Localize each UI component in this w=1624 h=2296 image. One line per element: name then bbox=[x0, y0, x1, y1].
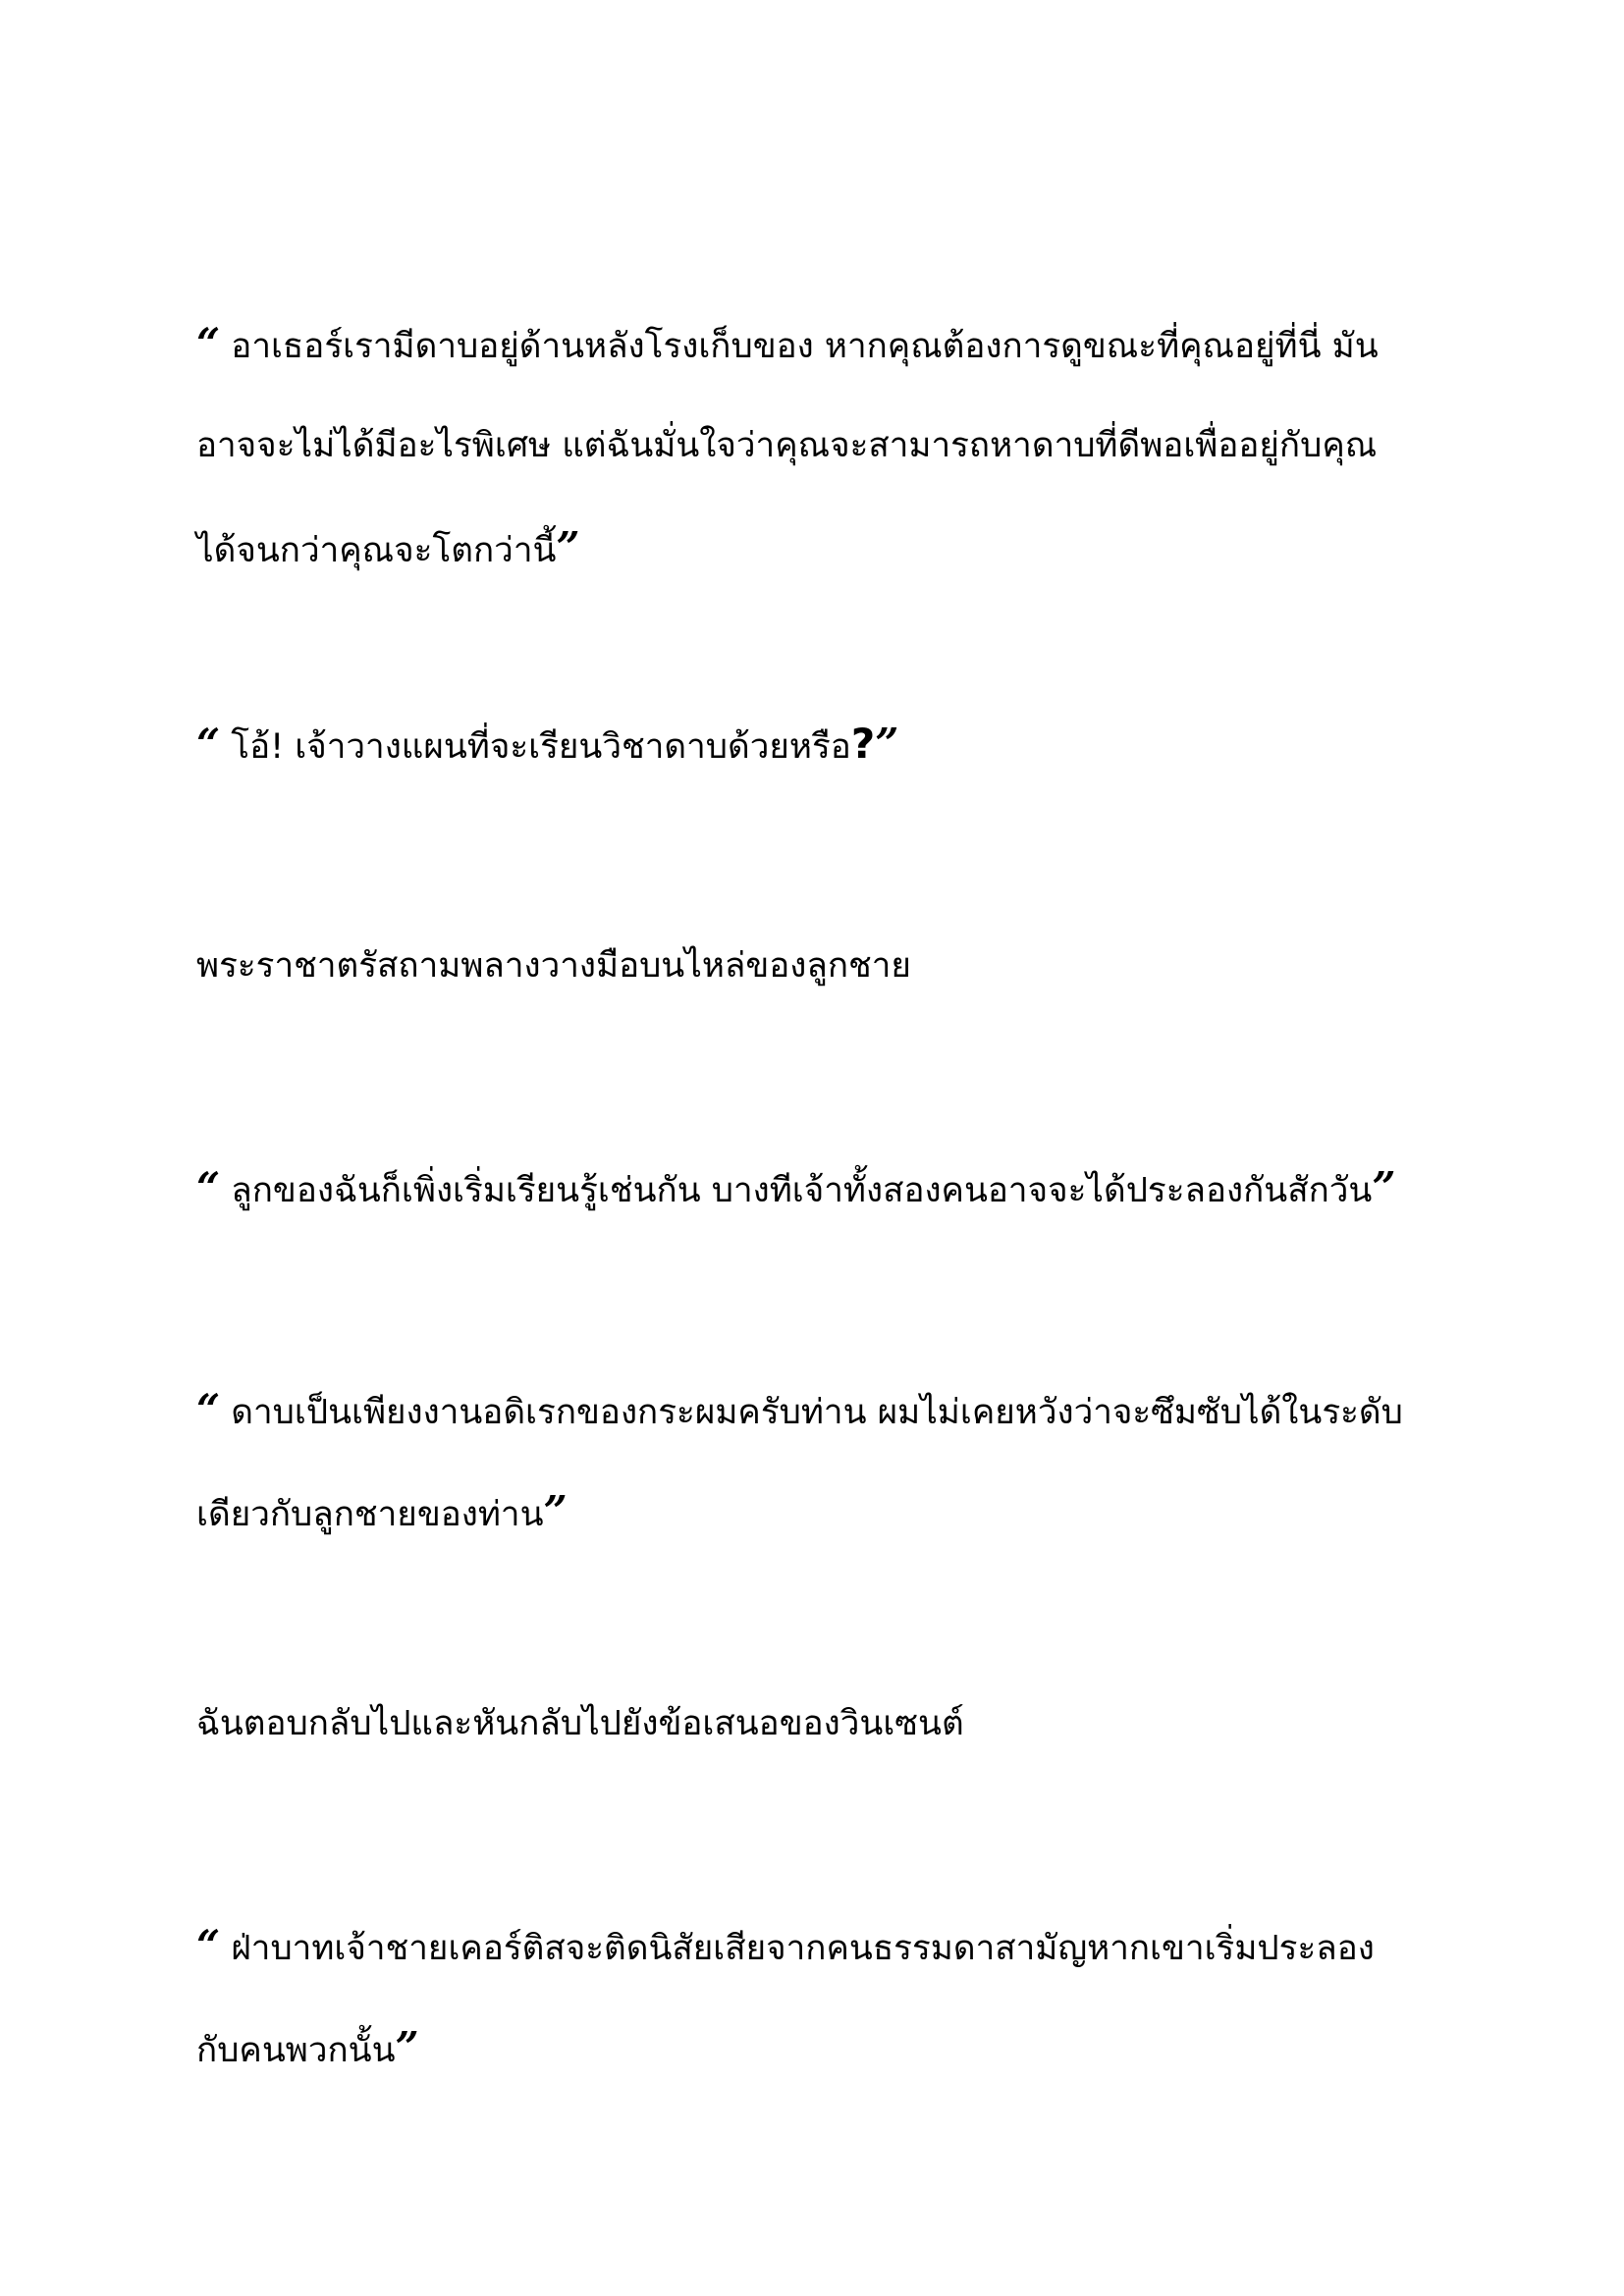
paragraph-1-line-2 bbox=[196, 395, 1434, 497]
line-text: พระราชาตรัสถามพลางวางมือบนไหล่ของลูกชาย bbox=[196, 946, 911, 986]
line-text: กับคนพวกนั้น bbox=[196, 2031, 396, 2070]
line-text: อาจจะไม่ได้มีอะไรพิเศษ แต่ฉันมั่นใจว่าคุณจะสามารถหาดาบที่ดีพอเพื่ออยู่กับคุณ bbox=[196, 426, 1378, 465]
line-text: ลูกของฉันก็เพิ่งเริ่มเรียนรู้เช่นกัน บางทีเจ้าทั้งสองคนอาจจะได้ประลองกันสักวัน bbox=[220, 1171, 1373, 1210]
paragraph-5-line-2 bbox=[196, 1461, 1434, 1563]
close-quote: ” bbox=[556, 523, 580, 571]
paragraph-1-line-1 bbox=[196, 293, 1434, 395]
close-quote: ” bbox=[543, 1487, 568, 1535]
paragraph-1-line-3 bbox=[196, 497, 1434, 599]
close-quote: ” bbox=[395, 2023, 419, 2071]
line-text: ฉันตอบกลับไปและหันกลับไปยังข้อเสนอของวินเซนต์ bbox=[196, 1704, 964, 1743]
paragraph-6 bbox=[196, 1673, 1434, 1775]
paragraph-5 bbox=[196, 1359, 1434, 1563]
paragraph-7-line-1 bbox=[196, 1895, 1434, 1997]
close-quote: ” bbox=[1372, 1163, 1396, 1211]
paragraph-3 bbox=[196, 915, 1434, 1017]
line-text: โอ้! เจ้าวางแผนที่จะเรียนวิชาดาบด้วยหรือ bbox=[220, 727, 851, 767]
open-quote: “ bbox=[196, 1921, 221, 1969]
paragraph-6-line-1 bbox=[196, 1673, 1434, 1775]
open-quote: “ bbox=[196, 720, 221, 768]
line-text: เดียวกับลูกชายของท่าน bbox=[196, 1495, 544, 1534]
line-text: ฝ่าบาทเจ้าชายเคอร์ติสจะติดนิสัยเสียจากคนธรรมดาสามัญหากเขาเริ่มประลอง bbox=[220, 1929, 1375, 1968]
paragraph-4 bbox=[196, 1137, 1434, 1239]
question-mark: ? bbox=[850, 720, 876, 768]
open-quote: “ bbox=[196, 1385, 221, 1433]
paragraph-2 bbox=[196, 693, 1434, 795]
paragraph-2-line-1 bbox=[196, 693, 1434, 795]
line-text: อาเธอร์เรามีดาบอยู่ด้านหลังโรงเก็บของ หากคุณต้องการดูขณะที่คุณอยู่ที่นี่ มัน bbox=[220, 327, 1379, 366]
paragraph-5-line-1 bbox=[196, 1359, 1434, 1461]
paragraph-4-line-1 bbox=[196, 1137, 1434, 1239]
line-text: ดาบเป็นเพียงงานอดิเรกของกระผมครับท่าน ผมไม่เคยหวังว่าจะซึมซับได้ในระดับ bbox=[220, 1393, 1403, 1432]
open-quote: “ bbox=[196, 319, 221, 367]
open-quote: “ bbox=[196, 1163, 221, 1211]
line-text: ได้จนกว่าคุณจะโตกว่านี้ bbox=[196, 531, 557, 570]
paragraph-1 bbox=[196, 293, 1434, 599]
paragraph-3-line-1 bbox=[196, 915, 1434, 1017]
paragraph-7 bbox=[196, 1895, 1434, 2099]
close-quote: ” bbox=[875, 720, 899, 768]
paragraph-7-line-2 bbox=[196, 1997, 1434, 2099]
